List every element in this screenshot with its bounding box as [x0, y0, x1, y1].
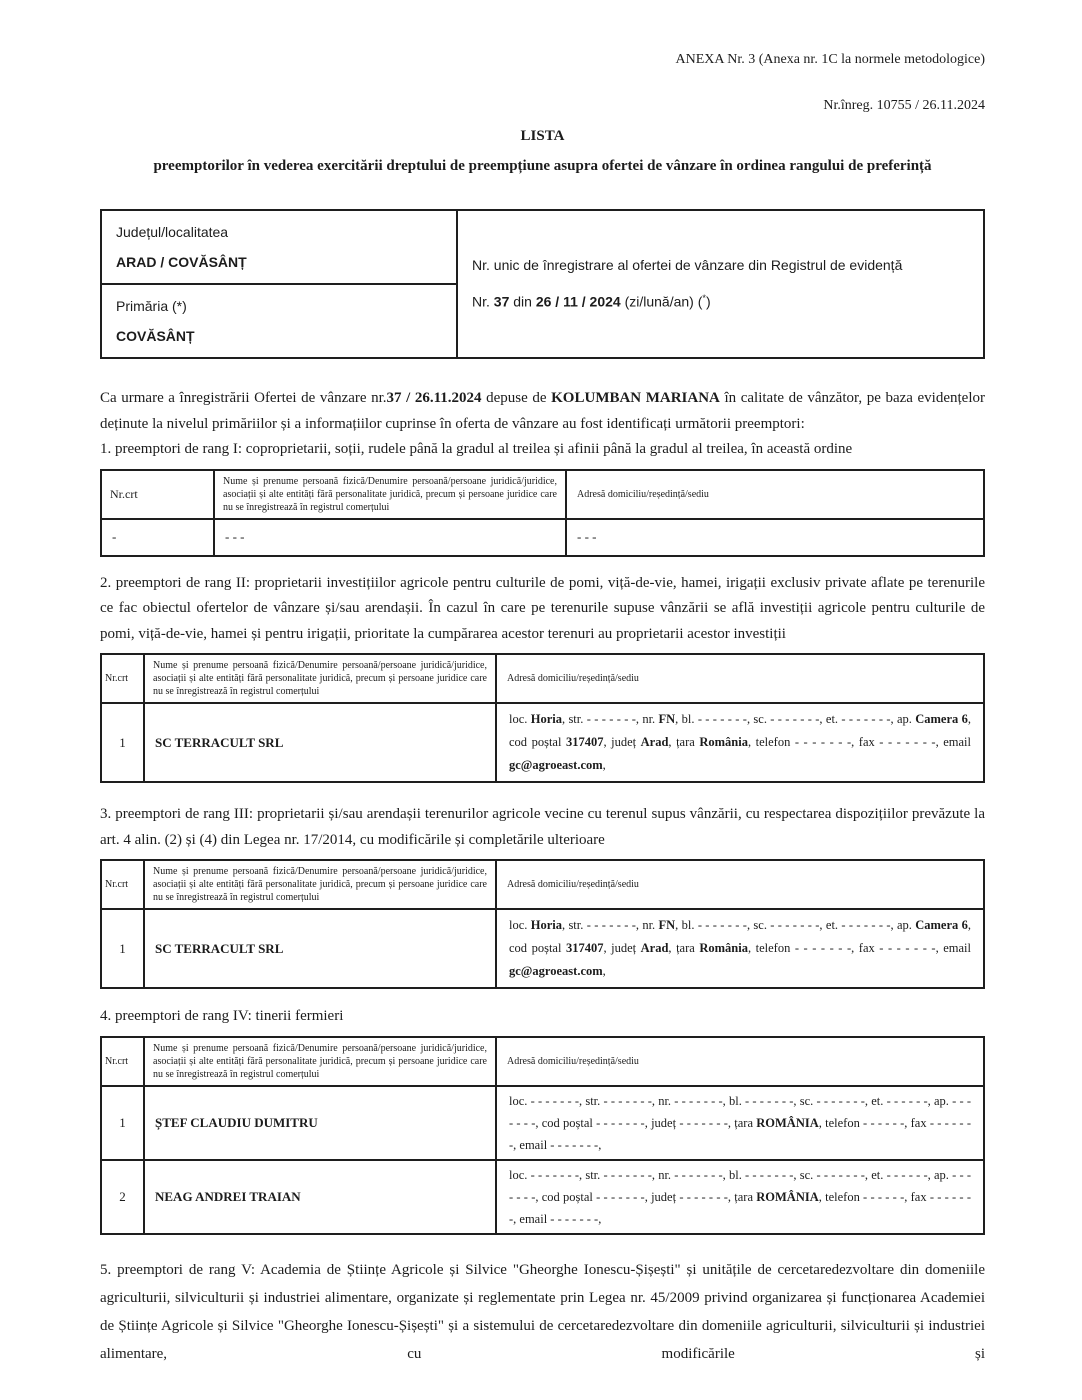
row-address-cell: loc. Horia, str. - - - - - - -, nr. FN, bl. - - - - - - -, sc. - - - - - - -, et. - - - - - - -, ap. Camera 6, cod poștal 317407, județ Arad, țara România, telefon - - - - - - -, fax - - - - - - -, email gc@agroeast.com, [496, 703, 984, 782]
column-header-nr: Nr.crt [101, 470, 214, 519]
row-name-cell: ȘTEF CLAUDIU DUMITRU [144, 1086, 496, 1160]
rang4-intro: 4. preemptori de rang IV: tinerii fermieri [100, 1008, 344, 1024]
unique-number-label: Nr. unic de înregistrare al ofertei de vânzare din Registrul de evidență [472, 257, 903, 274]
row-name-cell: SC TERRACULT SRL [144, 909, 496, 988]
row-name-cell: - - - [214, 519, 566, 556]
table-row [101, 909, 984, 988]
document-title: LISTA [520, 128, 565, 144]
column-header-nr: Nr.crt [101, 860, 144, 909]
column-header-address: Adresă domiciliu/reședință/sediu [496, 654, 984, 703]
cityhall-value: COVĂSÂNȚ [116, 328, 195, 344]
table-row [101, 703, 984, 782]
offer-number-line: Nr. 37 din 26 / 11 / 2024 (zi/lună/an) (*) [472, 293, 711, 310]
column-header-name: Nume și prenume persoană fizică/Denumire persoană/persoane juridică/juridice, asociații și alte entități fără personalitate juridică, precum și persoane juridice care nu se înregistrează în registrul comerțului [214, 470, 566, 519]
table-header-row [101, 654, 984, 703]
rang1-intro: 1. preemptori de rang I: coproprietarii, soții, rudele până la gradul al treilea și afinii până la gradul al treilea, în această ordine [100, 441, 853, 457]
row-number-cell: 1 [101, 703, 144, 782]
table-header-row [101, 1037, 984, 1086]
row-number-cell: - [101, 519, 214, 556]
column-header-address: Adresă domiciliu/reședință/sediu [496, 860, 984, 909]
table-row [101, 1086, 984, 1160]
offer-summary-paragraph: Ca urmare a înregistrării Ofertei de vânzare nr.37 / 26.11.2024 depuse de KOLUMBAN MARIANA în calitate de vânzător, pe baza evidențelor deținute la nivelul primăriilor și a informațiilor cuprinse în oferta de vânzare au fost identificați următorii preemptori: [100, 390, 985, 432]
offer-registration-cell [457, 210, 984, 358]
county-cell [101, 210, 457, 284]
rang1-table [100, 469, 985, 557]
column-header-address: Adresă domiciliu/reședință/sediu [566, 470, 984, 519]
column-header-name: Nume și prenume persoană fizică/Denumire persoană/persoane juridică/juridice, asociații și alte entități fără personalitate juridică, precum și persoane juridice care nu se înregistrează în registrul comerțului [144, 1037, 496, 1086]
table-row [101, 1160, 984, 1234]
rang2-intro: 2. preemptori de rang II: proprietarii investițiilor agricole pentru culturile de pomi, viță-de-vie, hamei, irigații exclusiv private aflate pe terenurile ce fac obiectul ofertelor de vânzare și/sau arendașii. În cazul în care pe terenurile supuse vânzării se află investiții agricole pentru culturile de pomi, viță-de-vie, hamei și pentru irigații, prioritate la cumpărarea acestor terenuri au proprietarii acestor investiții [100, 574, 985, 642]
row-name-cell: SC TERRACULT SRL [144, 703, 496, 782]
column-header-address: Adresă domiciliu/reședință/sediu [496, 1037, 984, 1086]
rang5-intro: 5. preemptori de rang V: Academia de Științe Agricole și Silvice "Gheorghe Ionescu-Șișești" și unitățile de cercetaredezvoltare din domeniile agriculturii, silviculturii și industriei alimentare, organizate și reglementate prin Legea nr. 45/2009 privind organizarea și funcționarea Academiei de Științe Agricole și Silvice "Gheorghe Ionescu-Șișești" și a sistemului de cercetaredezvoltare din domeniile agriculturii, silviculturii și industriei alimentare, cu modificările și [100, 1261, 985, 1362]
table-row [101, 210, 984, 284]
county-label: Județul/localitatea [116, 224, 229, 240]
row-address-cell: loc. Horia, str. - - - - - - -, nr. FN, bl. - - - - - - -, sc. - - - - - - -, et. - - - - - - -, ap. Camera 6, cod poștal 317407, județ Arad, țara România, telefon - - - - - - -, fax - - - - - - -, email gc@agroeast.com, [496, 909, 984, 988]
row-address-cell: loc. - - - - - - -, str. - - - - - - -, nr. - - - - - - -, bl. - - - - - - -, sc. - - - - - - -, et. - - - - - -, ap. - - - - - - -, cod poștal - - - - - - -, județ - - - - - - -, țara ROMÂNIA, telefon - - - - - -, fax - - - - - - -, email - - - - - - -, [496, 1086, 984, 1160]
table-header-row [101, 860, 984, 909]
rang2-table [100, 653, 985, 783]
column-header-nr: Nr.crt [101, 654, 144, 703]
registration-number-line: Nr.înreg. 10755 / 26.11.2024 [823, 98, 985, 113]
column-header-nr: Nr.crt [101, 1037, 144, 1086]
column-header-name: Nume și prenume persoană fizică/Denumire persoană/persoane juridică/juridice, asociații și alte entități fără personalitate juridică, precum și persoane juridice care nu se înregistrează în registrul comerțului [144, 654, 496, 703]
cityhall-cell [101, 284, 457, 358]
row-address-cell: - - - [566, 519, 984, 556]
row-number-cell: 2 [101, 1160, 144, 1234]
rang3-table [100, 859, 985, 989]
table-header-row [101, 470, 984, 519]
rang4-table [100, 1036, 985, 1235]
row-number-cell: 1 [101, 1086, 144, 1160]
column-header-name: Nume și prenume persoană fizică/Denumire persoană/persoane juridică/juridice, asociații și alte entități fără personalitate juridică, precum și persoane juridice care nu se înregistrează în registrul comerțului [144, 860, 496, 909]
document-subtitle: preemptorilor în vederea exercitării dreptului de preempțiune asupra ofertei de vânzare în ordinea rangului de preferință [153, 158, 932, 174]
cityhall-label: Primăria (*) [116, 298, 187, 314]
registration-info-table [100, 209, 985, 359]
rang3-intro: 3. preemptori de rang III: proprietarii și/sau arendașii terenurilor agricole vecine cu terenul supus vânzării, cu respectarea dispozițiilor prevăzute la art. 4 alin. (2) și (4) din Legea nr. 17/2014, cu modificările și completările ulterioare [100, 806, 985, 848]
anexa-heading: ANEXA Nr. 3 (Anexa nr. 1C la normele metodologice) [675, 52, 985, 67]
row-address-cell: loc. - - - - - - -, str. - - - - - - -, nr. - - - - - - -, bl. - - - - - - -, sc. - - - - - - -, et. - - - - - -, ap. - - - - - - -, cod poștal - - - - - - -, județ - - - - - - -, țara ROMÂNIA, telefon - - - - - -, fax - - - - - - -, email - - - - - - -, [496, 1160, 984, 1234]
table-row [101, 519, 984, 556]
county-value: ARAD / COVĂSÂNȚ [116, 254, 247, 270]
row-name-cell: NEAG ANDREI TRAIAN [144, 1160, 496, 1234]
row-number-cell: 1 [101, 909, 144, 988]
